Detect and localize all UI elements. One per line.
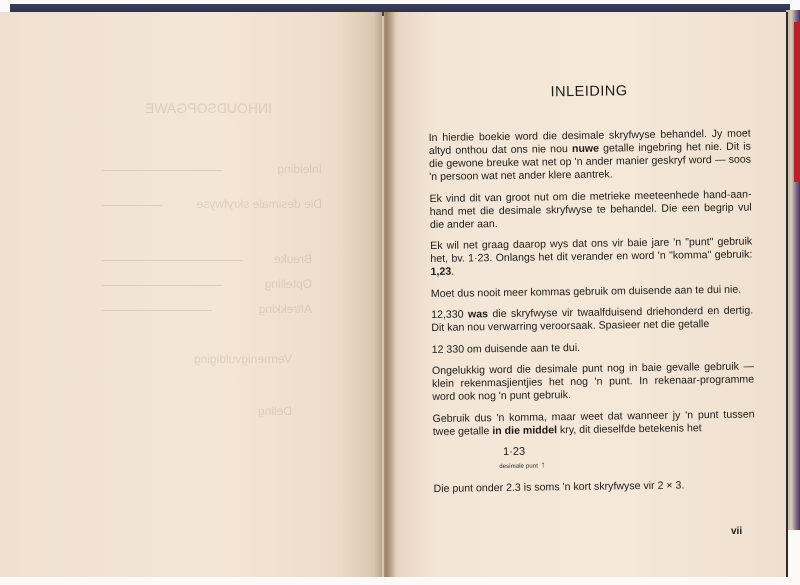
bleedthrough-line: Breuke xyxy=(273,252,312,266)
page-number: vii xyxy=(731,526,743,537)
bleedthrough-line: Aftrekking xyxy=(258,302,312,316)
bleedthrough-line: Deling xyxy=(257,404,292,418)
paragraph-calculators: Ongelukkig word die desimale punt nog in baie gevalle gebruik — klein rekenmasjientjies het nog 'n punt. In rekenaar-programme word ook nog 'n punt gebruik. xyxy=(431,360,755,403)
decimal-point-example xyxy=(499,442,755,474)
paragraph-metric: Ek vind dit van groot nut om die metrieke meeteenhede hand-aan-hand met die desimale skryfwyse te behandel. Die een begrip vul die ander aan. xyxy=(429,187,752,231)
bleedthrough-title: INHOUDSOPGAWE xyxy=(144,100,272,116)
bleedthrough-text xyxy=(0,12,382,577)
paragraph-thousands: 12,330 was die skryfwyse vir twaalfduisend driehonderd en dertig. Dit kan nou verwarring veroorsaak. Spasieer net die getalle xyxy=(431,304,754,334)
example-number: 1·23 xyxy=(503,445,526,458)
bleedthrough-line: Optelling xyxy=(264,277,312,291)
page-title: INLEIDING xyxy=(550,83,628,101)
left-page xyxy=(0,12,382,577)
bleedthrough-line: Vermenigvuldiging xyxy=(193,352,292,366)
paragraph-no-commas: Moet dus nooit meer kommas gebruik om duisende aan te dui nie. xyxy=(430,283,742,300)
paragraph-middle-point: Gebruik dus 'n komma, maar weet dat wanneer jy 'n punt tussen twee getalle in die middel kry, dit dieselfde betekenis het xyxy=(432,407,755,438)
book-gutter xyxy=(374,12,396,577)
paragraph-spacing: 12 330 om duisende aan te dui. xyxy=(431,341,581,356)
paragraph-comma: Ek wil net graag daarop wys dat ons vir baie jare 'n "punt" gebruik het, bv. 1·23. Onlangs het dit verander en word 'n "komma" gebruik: 1,23. xyxy=(430,235,753,278)
paragraph-multiplication: Die punt onder 2.3 is soms 'n kort skryfwyse vir 2 × 3. xyxy=(433,479,685,495)
bleedthrough-line: Die desimale skryfwyse xyxy=(196,197,322,211)
up-arrow-icon: ↑ xyxy=(540,459,546,470)
book-cover-red-edge xyxy=(794,22,800,182)
bleedthrough-line: Inleiding xyxy=(277,162,322,176)
paragraph-intro: In hierdie boekie word die desimale skryfwyse behandel. Jy moet altyd onthou dat ons nie nou nuwe getalle ingebring het nie. Dit is die gewone breuke wat net op 'n ander manier geskryf word — soos 'n persoon wat net ander klere aantrek. xyxy=(428,127,752,183)
example-label: desimale punt xyxy=(499,463,539,471)
page-content xyxy=(428,84,756,505)
